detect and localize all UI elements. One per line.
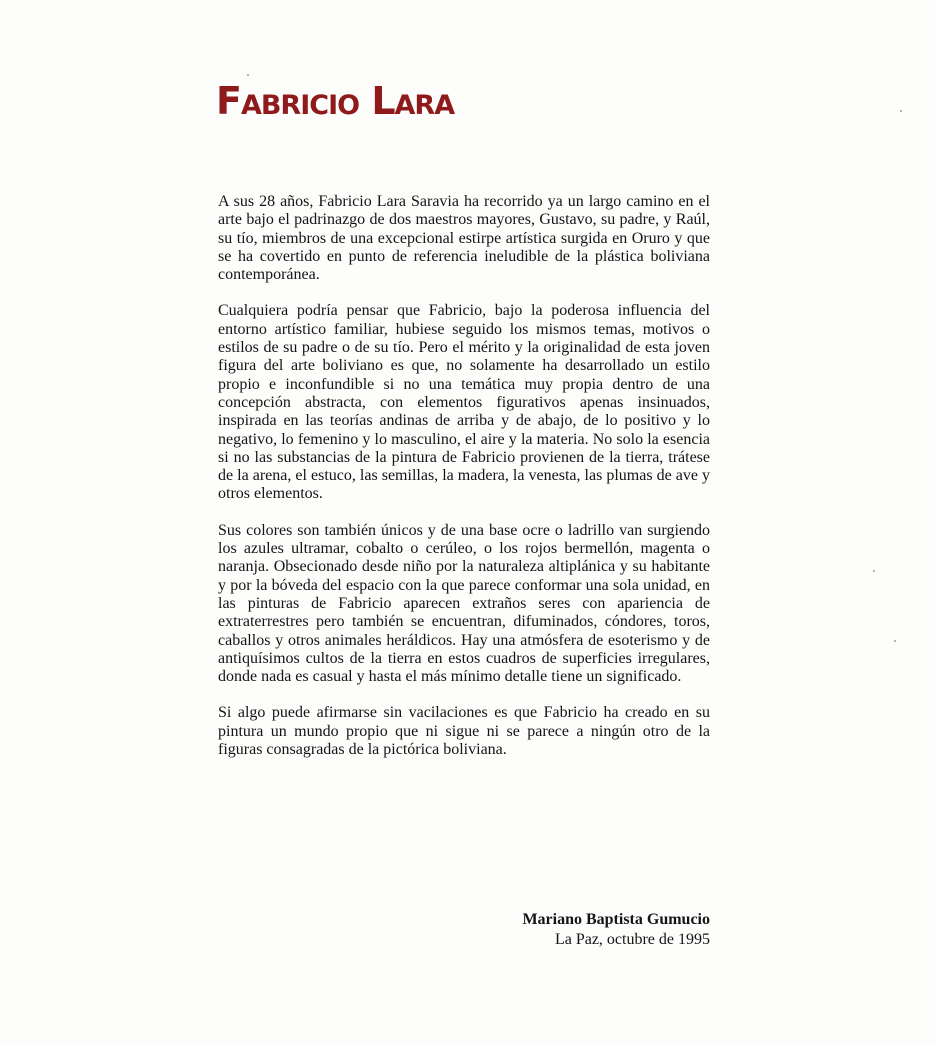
document-title: Fabricio Lara	[216, 79, 455, 123]
scan-speck	[900, 110, 902, 112]
paragraph-1: A sus 28 años, Fabricio Lara Saravia ha recorrido ya un largo camino en el arte bajo el padrinazgo de dos maestros mayores, Gustavo, su padre, y Raúl, su tío, miembros de una excepcional estirpe artística surgida en Oruro y que se ha covertido en punto de referencia ineludible de la plástica boliviana contemporánea.	[218, 193, 710, 284]
signature-block	[420, 910, 710, 950]
paragraph-4: Si algo puede afirmarse sin vacilaciones es que Fabricio ha creado en su pintura un mundo propio que ni sigue ni se parece a ningún otro de la figuras consagradas de la pictórica boliviana.	[218, 704, 710, 759]
paragraph-3: Sus colores son también únicos y de una base ocre o ladrillo van surgiendo los azules ultramar, cobalto o cerúleo, o los rojos bermellón, magenta o naranja. Obsecionado desde niño por la naturaleza altiplánica y su habitante y por la bóveda del espacio con la que parece conformar una sola unidad, en las pinturas de Fabricio aparecen extraños seres con apariencia de extraterrestres pero también se encuentran, difuminados, cóndores, toros, caballos y otros animales heráldicos. Hay una atmósfera de esoterismo y de antiquísimos cultos de la tierra en estos cuadros de superficies irregulares, donde nada es casual y hasta el más mínimo detalle tiene un significado.	[218, 521, 710, 686]
scan-speck	[894, 640, 896, 642]
place-date: La Paz, octubre de 1995	[554, 931, 710, 948]
author-name: Mariano Baptista Gumucio	[522, 911, 710, 928]
scan-speck	[247, 74, 249, 76]
document-body	[218, 193, 710, 777]
paragraph-2: Cualquiera podría pensar que Fabricio, bajo la poderosa influencia del entorno artístico familiar, hubiese seguido los mismos temas, motivos o estilos de su padre o de su tío. Pero el mérito y la originalidad de esta joven figura del arte boliviano es que, no solamente ha desarrollado un estilo propio e inconfundible si no una temática muy propia dentro de una concepción abstracta, con elementos figurativos apenas insinuados, inspirada en las teorías andinas de arriba y de abajo, de lo positivo y lo negativo, lo femenino y lo masculino, el aire y la materia. No solo la esencia si no las substancias de la pintura de Fabricio provienen de la tierra, trátese de la arena, el estuco, las semillas, la madera, la venesta, las plumas de ave y otros elementos.	[218, 302, 710, 503]
scan-speck	[873, 570, 875, 572]
